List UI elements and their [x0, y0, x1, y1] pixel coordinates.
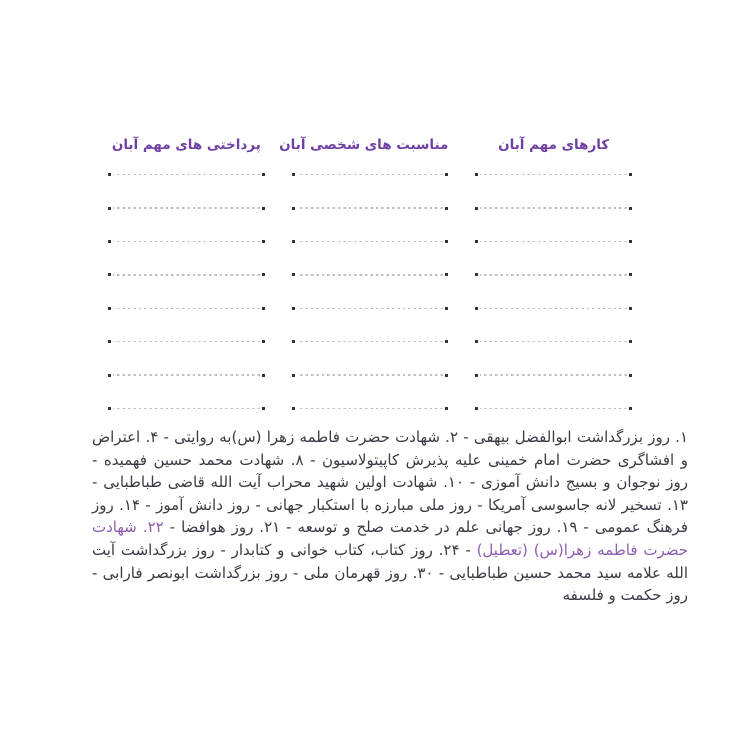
dashed-rule	[480, 308, 627, 309]
line-endpoint-dot	[475, 407, 478, 410]
column-personal-occasions	[279, 134, 449, 425]
line-endpoint-dot	[292, 273, 295, 276]
line-endpoint-dot	[629, 340, 632, 343]
columns-section	[108, 134, 632, 425]
writing-line	[475, 392, 632, 425]
dashed-rule	[297, 341, 444, 342]
line-endpoint-dot	[629, 407, 632, 410]
column-important-tasks	[475, 134, 632, 425]
line-endpoint-dot	[292, 340, 295, 343]
line-endpoint-dot	[262, 173, 265, 176]
line-endpoint-dot	[475, 173, 478, 176]
dashed-rule	[113, 241, 260, 242]
writing-line	[108, 392, 265, 425]
occasions-highlighted-holiday: ۲۲. شهادت حضرت فاطمه زهرا(س) (تعطیل)	[92, 518, 689, 559]
dashed-rule	[297, 374, 444, 375]
line-endpoint-dot	[445, 340, 448, 343]
dashed-rule	[480, 241, 627, 242]
line-endpoint-dot	[108, 240, 111, 243]
writing-line	[108, 325, 265, 358]
dashed-rule	[297, 408, 444, 409]
line-endpoint-dot	[262, 273, 265, 276]
column-important-payments	[108, 134, 265, 425]
line-endpoint-dot	[292, 240, 295, 243]
line-endpoint-dot	[108, 374, 111, 377]
line-endpoint-dot	[445, 307, 448, 310]
dashed-rule	[480, 274, 627, 275]
writing-line	[108, 225, 265, 258]
line-endpoint-dot	[262, 207, 265, 210]
writing-line	[292, 292, 449, 325]
writing-line	[292, 325, 449, 358]
dashed-rule	[113, 274, 260, 275]
line-endpoint-dot	[262, 307, 265, 310]
dashed-rule	[113, 341, 260, 342]
line-endpoint-dot	[629, 240, 632, 243]
dashed-rule	[297, 207, 444, 208]
dashed-rule	[480, 341, 627, 342]
writing-line	[475, 258, 632, 291]
line-endpoint-dot	[108, 307, 111, 310]
dashed-rule	[480, 374, 627, 375]
line-endpoint-dot	[292, 307, 295, 310]
writing-line	[475, 292, 632, 325]
line-endpoint-dot	[445, 207, 448, 210]
line-endpoint-dot	[475, 374, 478, 377]
writing-line	[292, 191, 449, 224]
line-endpoint-dot	[108, 207, 111, 210]
line-endpoint-dot	[292, 374, 295, 377]
occasions-text-part2: - ۲۴. روز کتاب، کتاب خوانی و کتابدار - روز بزرگداشت آیت الله علامه سید محمد حسین طباطبایی - ۳۰. روز قهرمان ملی - روز بزرگداشت ابونصر فارابی - روز حکمت و فلسفه	[92, 540, 688, 605]
dashed-rule	[297, 308, 444, 309]
dashed-rule	[297, 274, 444, 275]
dashed-rule	[297, 174, 444, 175]
dashed-rule	[113, 174, 260, 175]
line-endpoint-dot	[629, 207, 632, 210]
column-header-important-payments: پرداختی های مهم آبان	[111, 137, 261, 153]
line-endpoint-dot	[475, 207, 478, 210]
line-endpoint-dot	[292, 407, 295, 410]
line-endpoint-dot	[262, 407, 265, 410]
writing-line	[475, 325, 632, 358]
writing-line	[292, 158, 449, 191]
line-endpoint-dot	[629, 173, 632, 176]
line-endpoint-dot	[445, 407, 448, 410]
writing-line	[292, 358, 449, 391]
line-endpoint-dot	[445, 240, 448, 243]
line-endpoint-dot	[475, 340, 478, 343]
writing-line	[108, 292, 265, 325]
line-endpoint-dot	[475, 273, 478, 276]
dashed-rule	[113, 308, 260, 309]
writing-line	[292, 392, 449, 425]
writing-line	[475, 358, 632, 391]
writing-line	[475, 158, 632, 191]
line-endpoint-dot	[292, 173, 295, 176]
writing-line	[292, 258, 449, 291]
line-endpoint-dot	[292, 207, 295, 210]
writing-line	[108, 358, 265, 391]
writing-line	[292, 225, 449, 258]
line-endpoint-dot	[445, 374, 448, 377]
writing-line	[475, 191, 632, 224]
line-endpoint-dot	[262, 374, 265, 377]
line-endpoint-dot	[629, 307, 632, 310]
column-header-personal-occasions: مناسبت های شخصی آبان	[279, 137, 449, 153]
writing-lines-important-payments	[108, 158, 265, 425]
writing-lines-personal-occasions	[292, 158, 449, 425]
line-endpoint-dot	[108, 273, 111, 276]
dashed-rule	[297, 241, 444, 242]
line-endpoint-dot	[262, 240, 265, 243]
occasions-paragraph	[92, 426, 688, 607]
dashed-rule	[480, 174, 627, 175]
dashed-rule	[480, 207, 627, 208]
dashed-rule	[113, 374, 260, 375]
line-endpoint-dot	[108, 173, 111, 176]
writing-lines-important-tasks	[475, 158, 632, 425]
line-endpoint-dot	[475, 240, 478, 243]
occasions-text-part1: ۱. روز بزرگداشت ابوالفضل بیهقی - ۲. شهادت حضرت فاطمه زهرا (س)به روایتی - ۴. اعتراض و افشاگری حضرت امام خمینی علیه پذیرش کاپیتولاسیون - ۸. شهادت محمد حسین فهمیده - روز نوجوان و بسیج دانش آموزی - ۱۰. شهادت اولین شهید محراب آیت الله قاضی طباطبایی - ۱۳. تسخیر لانه جاسوسی آمریکا - روز ملی مبارزه با استکبار جهانی - روز دانش آموز - ۱۴. روز فرهنگ عمومی - ۱۹. روز جهانی علم در خدمت صلح و توسعه - ۲۱. روز هوافضا -	[92, 428, 689, 537]
dashed-rule	[113, 207, 260, 208]
writing-line	[108, 158, 265, 191]
line-endpoint-dot	[629, 374, 632, 377]
line-endpoint-dot	[262, 340, 265, 343]
line-endpoint-dot	[475, 307, 478, 310]
writing-line	[108, 191, 265, 224]
line-endpoint-dot	[445, 273, 448, 276]
line-endpoint-dot	[445, 173, 448, 176]
line-endpoint-dot	[629, 273, 632, 276]
writing-line	[108, 258, 265, 291]
line-endpoint-dot	[108, 340, 111, 343]
writing-line	[475, 225, 632, 258]
column-header-important-tasks: کارهای مهم آبان	[498, 137, 610, 153]
dashed-rule	[113, 408, 260, 409]
dashed-rule	[480, 408, 627, 409]
line-endpoint-dot	[108, 407, 111, 410]
